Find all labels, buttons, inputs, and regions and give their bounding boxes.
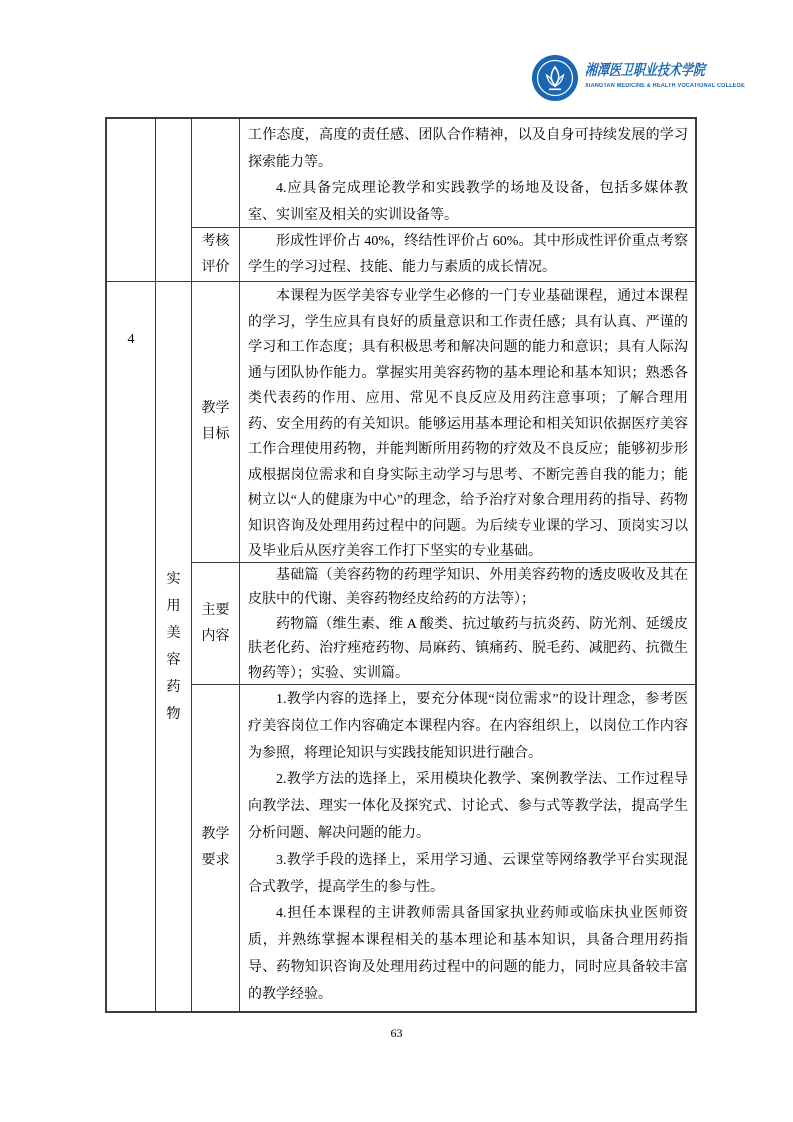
- course-name-vertical: 实用美容药物: [166, 571, 181, 722]
- course-sections-stack: [192, 282, 695, 1011]
- facilities-paragraph: 工作态度，高度的责任感、团队合作精神，以及自身可持续发展的学习探索能力等。: [248, 128, 688, 170]
- teaching-goal-label: 教学目标: [201, 401, 230, 442]
- teaching-requirements-label: 教学要求: [201, 827, 230, 868]
- cell-course-name-empty: [156, 119, 192, 281]
- cell-assessment-label: [192, 228, 240, 281]
- assessment-label: 考核评价: [201, 233, 230, 275]
- row-facilities: [192, 119, 695, 228]
- course-number: 4: [127, 332, 135, 347]
- main-content-paragraph: 基础篇（美容药物的药理学知识、外用美容药物的透皮吸收及其在皮肤中的代谢、美容药物经皮给药的方法等）；: [248, 568, 688, 608]
- row-teaching-requirements: [192, 685, 695, 1011]
- college-name-block: [585, 55, 759, 89]
- teaching-requirements-paragraph: 4.担任本课程的主讲教师需具备国家执业药师或临床执业医师资质，并熟练掌握本课程相关的基本理论和基本知识，具备合理用药指导、药物知识咨询及处理用药过程中的问题的能力，同时应具备较丰富的教学经验。: [248, 906, 688, 1002]
- row-teaching-goal: [192, 282, 695, 563]
- course-outline-table: [105, 117, 697, 1013]
- cell-teaching-goal-label: [192, 282, 240, 562]
- table-row-course-4: [107, 282, 695, 1011]
- table-row-continuation: [107, 119, 695, 282]
- cell-main-content-label: [192, 563, 240, 684]
- teaching-requirements-paragraph: 3.教学手段的选择上，采用学习通、云课堂等网络教学平台实现混合式教学，提高学生的参与性。: [248, 852, 688, 895]
- row-assessment: [192, 228, 695, 281]
- cell-assessment-text: [240, 228, 695, 281]
- teaching-requirements-paragraph: 1.教学内容的选择上，要充分体现“岗位需求”的设计理念，参考医疗美容岗位工作内容确定本课程内容。在内容组织上，以岗位工作内容为参照，将理论知识与实践技能知识进行融合。: [248, 692, 688, 761]
- college-name-zh: 湘潭医卫职业技术学院: [584, 63, 706, 79]
- main-content-label: 主要内容: [201, 602, 230, 644]
- cell-teaching-requirements-label: [192, 685, 240, 1011]
- teaching-goal-paragraph: 本课程为医学美容专业学生必修的一门专业基础课程，通过本课程的学习，学生应具有良好的质量意识和工作责任感；具有认真、严谨的学习和工作态度；具有积极思考和解决问题的能力和意识；具有人际沟通与团队协作能力。掌握实用美容药物的基本理论和基本知识；熟悉各类代表药的作用、应用、常见不良反应及用药注意事项；了解合理用药、安全用药的有关知识。能够运用基本理论和相关知识依据医疗美容工作合理使用药物，并能判断所用药物的疗效及不良反应；能够初步形成根据岗位需求和自身实际主动学习与思考、不断完善自我的能力；能树立以“人的健康为中心”的理念，给予治疗对象合理用药的指导、药物知识咨询及处理用药过程中的问题。为后续专业课的学习、顶岗实习以及毕业后从医疗美容工作打下坚实的专业基础。: [248, 289, 688, 559]
- row-main-content: [192, 563, 695, 685]
- college-logo: [532, 55, 759, 101]
- college-emblem-icon: [532, 55, 578, 101]
- page-number: 63: [390, 1026, 403, 1040]
- facilities-paragraph: 4.应具备完成理论教学和实践教学的场地及设备，包括多媒体教室、实训室及相关的实训设备等。: [248, 181, 688, 223]
- cell-facilities-label-empty: [192, 119, 240, 227]
- cell-number-empty: [107, 119, 156, 281]
- cell-course-number: [107, 282, 156, 1011]
- cell-teaching-goal-text: [240, 282, 695, 562]
- main-content-paragraph: 药物篇（维生素、维 A 酸类、抗过敏药与抗炎药、防光剂、延缓皮肤老化药、治疗痤疮药物、局麻药、镇痛药、脱毛药、减肥药、抗微生物药等）；实验、实训篇。: [248, 616, 688, 681]
- cell-main-content-text: [240, 563, 695, 684]
- cell-facilities-text: [240, 119, 695, 227]
- cell-course-name: [156, 282, 192, 1011]
- college-name-en: XIANGTAN MEDICINE & HEALTH VOCATIONAL COLLEGE: [585, 83, 745, 89]
- continuation-right-stack: [192, 119, 695, 281]
- teaching-requirements-paragraph: 2.教学方法的选择上，采用模块化教学、案例教学法、工作过程导向教学法、理实一体化及探究式、讨论式、参与式等教学法，提高学生分析问题、解决问题的能力。: [248, 772, 688, 841]
- cell-teaching-requirements-text: [240, 685, 695, 1011]
- assessment-paragraph: 形成性评价占 40%，终结性评价占 60%。其中形成性评价重点考察学生的学习过程、技能、能力与素质的成长情况。: [248, 234, 688, 275]
